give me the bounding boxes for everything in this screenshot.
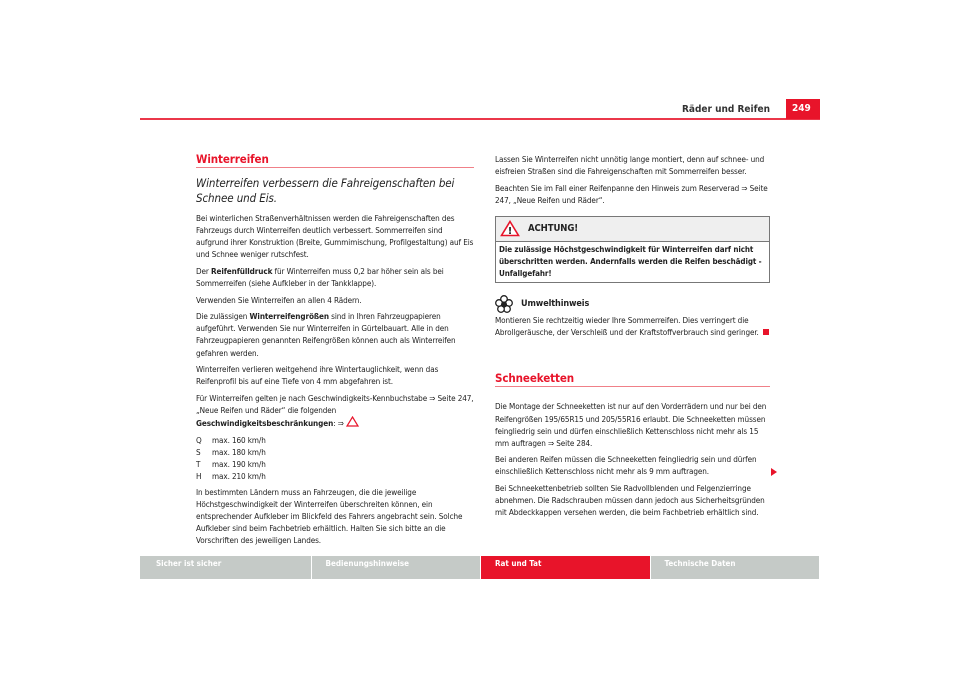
- tab-bedienungshinweise[interactable]: Bedienungshinweise: [312, 556, 481, 579]
- page-number: 249: [786, 99, 820, 119]
- paragraph: Die Montage der Schneeketten ist nur auf den Vorderrädern und nur bei den Reifengrößen 195/65R15 und 205/55R16 erlaubt. Die Schneeketten müssen feingliedrig sein und dürfen einschließlich Kettenschloss nicht mehr als 15 mm auftragen ⇒ Seite 284.: [495, 401, 767, 448]
- paragraph: Bei winterlichen Straßenverhältnissen werden die Fahreigenschaften des Fahrzeugs durch Winterreifen deutlich verbessert. Sommerreifen sind aufgrund ihrer Konstruktion (Breite, Gummimischung, Profilgestaltung) auf Eis und Schnee weniger rutschfest.: [196, 213, 474, 260]
- flower-environment-icon: [495, 295, 513, 313]
- tab-rat-und-tat[interactable]: Rat und Tat: [481, 556, 650, 579]
- paragraph: Verwenden Sie Winterreifen an allen 4 Rädern.: [196, 294, 362, 305]
- subheading: Winterreifen verbessern die Fahreigenschaften bei Schnee und Eis.: [196, 176, 455, 206]
- paragraph: Der Reifenfülldruck für Winterreifen muss 0,2 bar höher sein als bei Sommerreifen (siehe Aufkleber in der Tankklappe).: [196, 265, 444, 289]
- speed-item: Q max. 160 km/h: [196, 434, 266, 445]
- speed-list: [196, 434, 474, 482]
- speed-item: S max. 180 km/h: [196, 446, 266, 457]
- paragraph: Bei Schneekettenbetrieb sollten Sie Radvollblenden und Felgenzierringe abnehmen. Die Radschrauben müssen dann jedoch aus Sicherheitsgründen mit Abdeckkappen versehen werden, die beim Fachbetrieb erhältlich sind.: [495, 483, 765, 518]
- paragraph: In bestimmten Ländern muss an Fahrzeugen, die die jeweilige Höchstgeschwindigkeit der Winterreifen überschreiten können, ein entsprechender Aufkleber im Blickfeld des Fahrers angebracht sein. Solche Aufkleber sind beim Fachbetrieb erhältlich. Halten Sie sich bitte an die Vorschriften des jeweiligen Landes.: [196, 486, 463, 546]
- section-heading-winterreifen: Winterreifen: [196, 153, 474, 168]
- continue-arrow-icon: [771, 468, 777, 476]
- paragraph: Bei anderen Reifen müssen die Schneeketten feingliedrig sein und dürfen einschließlich Kettenschloss nicht mehr als 9 mm auftragen.: [495, 454, 757, 477]
- tab-sicher-ist-sicher[interactable]: Sicher ist sicher: [140, 556, 311, 579]
- speed-item: T max. 190 km/h: [196, 458, 266, 469]
- header-rule: [140, 118, 820, 120]
- paragraph: Lassen Sie Winterreifen nicht unnötig lange montiert, denn auf schnee- und eisfreien Straßen sind die Fahreigenschaften mit Sommerreifen besser.: [495, 154, 765, 177]
- right-column: [495, 153, 770, 523]
- warning-triangle-icon: [346, 416, 359, 427]
- svg-text:!: !: [507, 226, 513, 238]
- paragraph: Beachten Sie im Fall einer Reifenpanne den Hinweis zum Reserverad ⇒ Seite 247, „Neue Reifen und Räder“.: [495, 182, 768, 205]
- warning-title: ACHTUNG!: [528, 222, 579, 234]
- paragraph: Die zulässigen Winterreifengrößen sind in Ihren Fahrzeugpapieren aufgeführt. Verwenden Sie nur Winterreifen in Gürtelbauart. Alle in den Fahrzeugpapieren genannten Reifengrößen können auch als Winterreifen gefahren werden.: [196, 311, 456, 358]
- warning-text: Die zulässige Höchstgeschwindigkeit für Winterreifen darf nicht überschritten werden. Andernfalls werden die Reifen beschädigt - Unfallgefahr!: [499, 244, 762, 279]
- speed-item: H max. 210 km/h: [196, 470, 266, 481]
- environment-text: Montieren Sie rechtzeitig wieder Ihre Sommerreifen. Dies verringert die Abrollgeräusche, der Verschleiß und der Kraftstoffverbrauch sind geringer.: [495, 314, 770, 338]
- paragraph: Winterreifen verlieren weitgehend ihre Wintertauglichkeit, wenn das Reifenprofil bis auf eine Tiefe von 4 mm abgefahren ist.: [196, 364, 439, 387]
- environment-title: Umwelthinweis: [521, 299, 590, 310]
- running-header-title: Räder und Reifen: [681, 104, 770, 115]
- warning-box: [495, 216, 770, 283]
- section-heading-schneeketten: Schneeketten: [495, 372, 770, 387]
- warning-triangle-icon: [500, 220, 520, 237]
- section-end-icon: [763, 329, 769, 335]
- chapter-tabs: [140, 556, 820, 579]
- left-column: [196, 153, 474, 551]
- paragraph: Für Winterreifen gelten je nach Geschwindigkeits-Kennbuchstabe ⇒ Seite 247, „Neue Reifen und Räder“ die folgenden Geschwindigkeitsbeschränkungen: ⇒: [196, 392, 474, 428]
- tab-technische-daten[interactable]: Technische Daten: [651, 556, 820, 579]
